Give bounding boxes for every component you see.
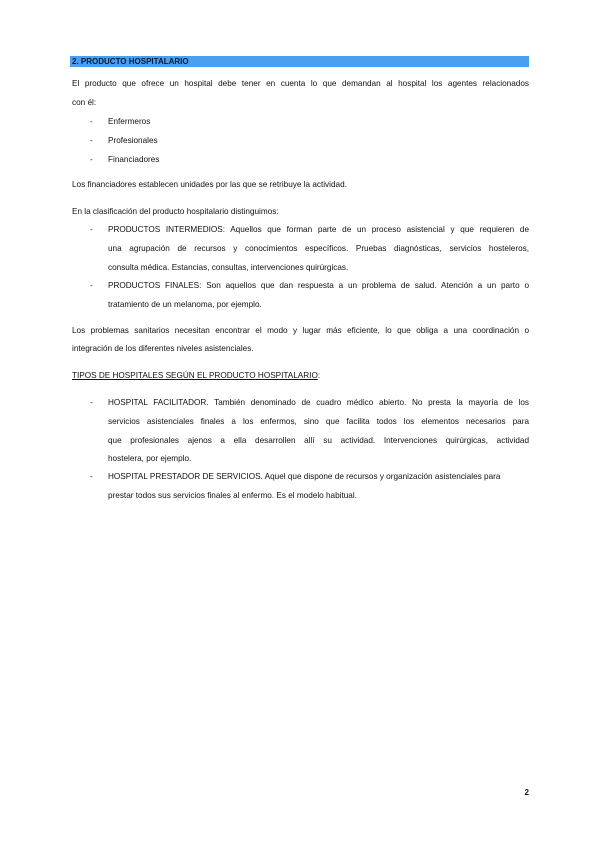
productos-finales-line-2: tratamiento de un melanoma, por ejemplo. [108,300,262,309]
hospital-facilitador-line-1: HOSPITAL FACILITADOR. También denominado de cuadro médico abierto. No presta la mayoría de los [108,398,529,407]
page-number: 2 [524,788,529,797]
intro-line-2: con él: [72,98,97,107]
classification-intro: En la clasificación del producto hospitalario distinguimos: [72,207,279,216]
hospital-facilitador-line-3: que profesionales ajenos a ella desarrollen allí su actividad. Intervenciones quirúrgicas, actividad [108,436,529,445]
list-bullet: - [90,472,93,481]
problemas-line-1: Los problemas sanitarios necesitan encontrar el modo y lugar más eficiente, lo que obliga a una coordinación o [72,326,529,335]
list-item-enfermeros: Enfermeros [108,117,151,126]
productos-intermedios-line-3: consulta médica. Estancias, consultas, intervenciones quirúrgicas. [108,263,349,272]
list-bullet: - [90,136,93,145]
hospital-prestador-line-1: HOSPITAL PRESTADOR DE SERVICIOS. Aquel que dispone de recursos y organización asistenciales para [108,472,501,481]
problemas-line-2: integración de los diferentes niveles asistenciales. [72,344,254,353]
section-heading: 2. PRODUCTO HOSPITALARIO [72,57,189,66]
productos-intermedios-line-2: una agrupación de recursos y conocimientos específicos. Pruebas diagnósticas, servicios hosteleros, [108,244,529,253]
list-bullet: - [90,117,93,126]
list-item-profesionales: Profesionales [108,136,158,145]
tipos-heading-text: TIPOS DE HOSPITALES SEGÚN EL PRODUCTO HOSPITALARIO [72,371,318,380]
intro-line-1: El producto que ofrece un hospital debe tener en cuenta lo que demandan al hospital los agentes relacionados [72,79,529,88]
financiadores-paragraph: Los financiadores establecen unidades por las que se retribuye la actividad. [72,180,347,189]
list-bullet: - [90,225,93,234]
hospital-facilitador-line-4: hostelera, por ejemplo. [108,454,192,463]
productos-intermedios-line-1: PRODUCTOS INTERMEDIOS: Aquellos que forman parte de un proceso asistencial y que requieren de [108,225,529,234]
list-bullet: - [90,398,93,407]
list-bullet: - [90,155,93,164]
tipos-heading [72,370,320,381]
list-bullet: - [90,281,93,290]
list-item-financiadores: Financiadores [108,155,160,164]
hospital-prestador-line-2: prestar todos sus servicios finales al enfermo. Es el modelo habitual. [108,491,357,500]
productos-finales-line-1: PRODUCTOS FINALES: Son aquellos que dan respuesta a un problema de salud. Atención a un parto o [108,281,529,290]
tipos-heading-colon: : [317,371,321,380]
hospital-facilitador-line-2: servicios asistenciales finales a los enfermos, sino que facilita todos los elementos necesarios para [108,417,529,426]
